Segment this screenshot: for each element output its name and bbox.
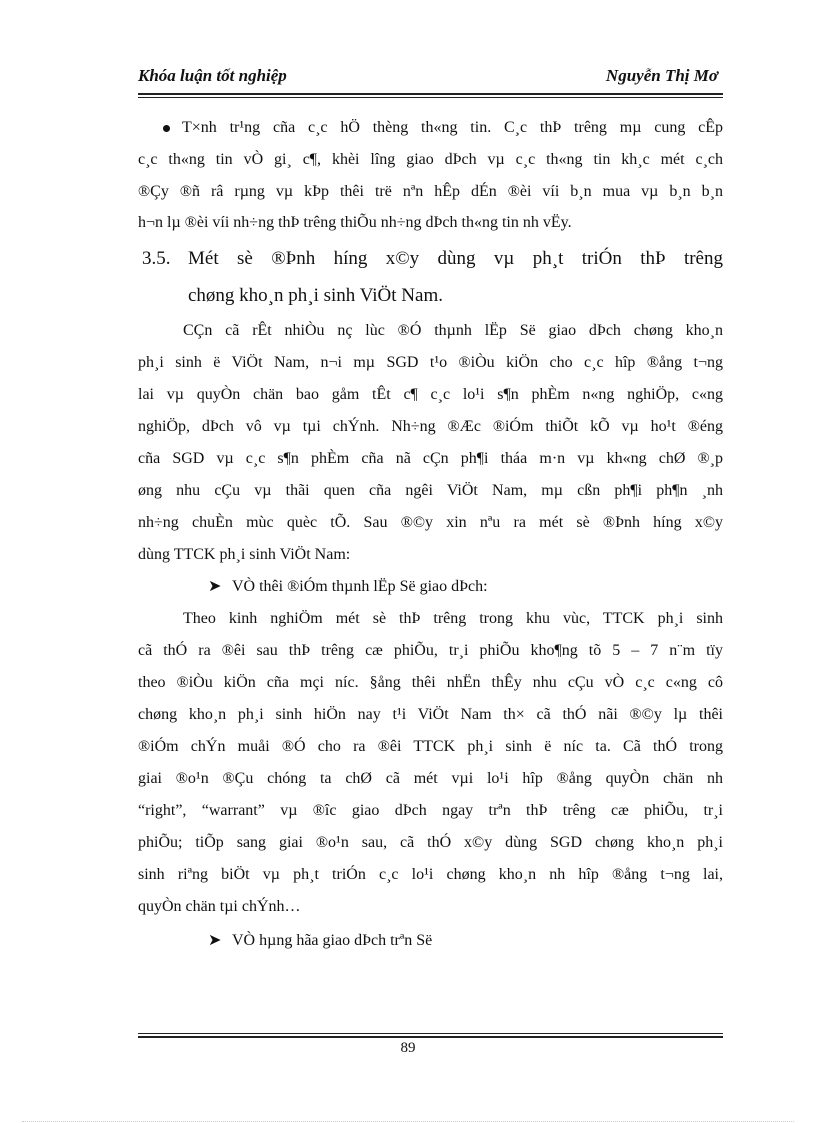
paragraph-line: CÇn cã rÊt nhiÒu nç lùc ®Ó thµnh lËp Së giao dÞch chøng kho¸n: [183, 322, 723, 339]
paragraph-line: øng nhu cÇu vµ thãi quen cña ngêi ViÖt Nam, mµ cßn ph¶i ph¶n ¸nh: [138, 482, 723, 499]
subheading: VÒ hµng hãa giao dÞch trªn Së: [232, 932, 433, 949]
paragraph-line: chøng kho¸n ph¸i sinh hiÖn nay t¹i ViÖt Nam th× cã thÓ nãi ®©y lµ thêi: [138, 706, 723, 723]
paragraph-line: giai ®o¹n ®Çu chóng ta chØ cã mét vµi lo¹i hîp ®ång quyÒn chän nh: [138, 770, 723, 787]
section-title-line: chøng kho¸n ph¸i sinh ViÖt Nam.: [188, 285, 443, 306]
header-author: Nguyễn Thị Mơ: [605, 66, 718, 85]
footer-rule-thin: [138, 1033, 723, 1034]
header-rule: [138, 93, 723, 95]
subheading: VÒ thêi ®iÓm thµnh lËp Së giao dÞch:: [232, 578, 488, 595]
paragraph-line: Theo kinh nghiÖm mét sè thÞ trêng trong khu vùc, TTCK ph¸i sinh: [183, 610, 723, 627]
paragraph-line: ®iÓm chÝn muåi ®Ó cho ra ®êi TTCK ph¸i sinh ë níc ta. Cã thÓ trong: [138, 738, 723, 755]
paragraph-line: dùng TTCK ph¸i sinh ViÖt Nam:: [138, 546, 351, 563]
bullet-line: T×nh tr¹ng cña c¸c hÖ thèng th«ng tin. C¸c thÞ trêng mµ cung cÊp: [182, 119, 723, 136]
arrow-bullet-icon: ➤: [208, 578, 222, 595]
paragraph-line: theo ®iÒu kiÖn cña mçi níc. §ång thêi nhËn thÊy nhu cÇu vÒ c¸c c«ng cô: [138, 674, 723, 691]
paragraph-line: cã thÓ ra ®êi sau thÞ trêng cæ phiÕu, tr¸i phiÕu kho¶ng tõ 5 – 7 n¨m tïy: [138, 642, 723, 659]
footer-rule: [138, 1036, 723, 1038]
paragraph-line: nh÷ng chuÈn mùc quèc tÕ. Sau ®©y xin nªu ra mét sè ®Þnh híng x©y: [138, 514, 723, 531]
paragraph-line: sinh riªng biÖt vµ ph¸t triÓn c¸c lo¹i chøng kho¸n nh hîp ®ång t¬ng lai,: [138, 866, 723, 883]
bullet-line: ®Çy ®ñ râ rµng vµ kÞp thêi trë nªn hÊp dÉn ®èi víi b¸n mua vµ b¸n b¸n: [138, 183, 723, 200]
paragraph-line: ph¸i sinh ë ViÖt Nam, n¬i mµ SGD t¹o ®iÒu kiÖn cho c¸c hîp ®ång t¬ng: [138, 354, 723, 371]
header-title: Khóa luận tốt nghiệp: [138, 66, 287, 85]
paragraph-line: quyÒn chän tµi chÝnh…: [138, 898, 301, 915]
bullet-line: h¬n lµ ®èi víi nh÷ng thÞ trêng thiÕu nh÷ng dÞch th«ng tin nh vËy.: [138, 214, 572, 231]
bullet-line: c¸c th«ng tin vÒ gi¸ c¶, khèi lîng giao dÞch vµ c¸c th«ng tin kh¸c mét c¸ch: [138, 151, 723, 168]
paragraph-line: nghiÖp, dÞch vô vµ tµi chÝnh. Nh÷ng ®Æc ®iÓm thiÕt kÕ vµ ho¹t ®éng: [138, 418, 723, 435]
section-title-line: Mét sè ®Þnh híng x©y dùng vµ ph¸t triÓn thÞ trêng: [188, 248, 723, 269]
paragraph-line: phiÕu; tiÕp sang giai ®o¹n sau, cã thÓ x©y dùng SGD chøng kho¸n ph¸i: [138, 834, 723, 851]
arrow-bullet-icon: ➤: [208, 932, 222, 949]
section-number: 3.5.: [142, 248, 171, 269]
page-edge: [22, 1121, 794, 1122]
header-rule-thin: [138, 97, 723, 98]
paragraph-line: “right”, “warrant” vµ ®îc giao dÞch ngay trªn thÞ trêng cæ phiÕu, tr¸i: [138, 802, 723, 819]
paragraph-line: cña SGD vµ c¸c s¶n phÈm cña nã cÇn ph¶i tháa m·n vµ kh«ng chØ ®¸p: [138, 450, 723, 467]
page-number: 89: [400, 1040, 416, 1056]
bullet-dot-icon: [163, 125, 170, 132]
paragraph-line: lai vµ quyÒn chän bao gåm tÊt c¶ c¸c lo¹i s¶n phÈm n«ng nghiÖp, c«ng: [138, 386, 723, 403]
